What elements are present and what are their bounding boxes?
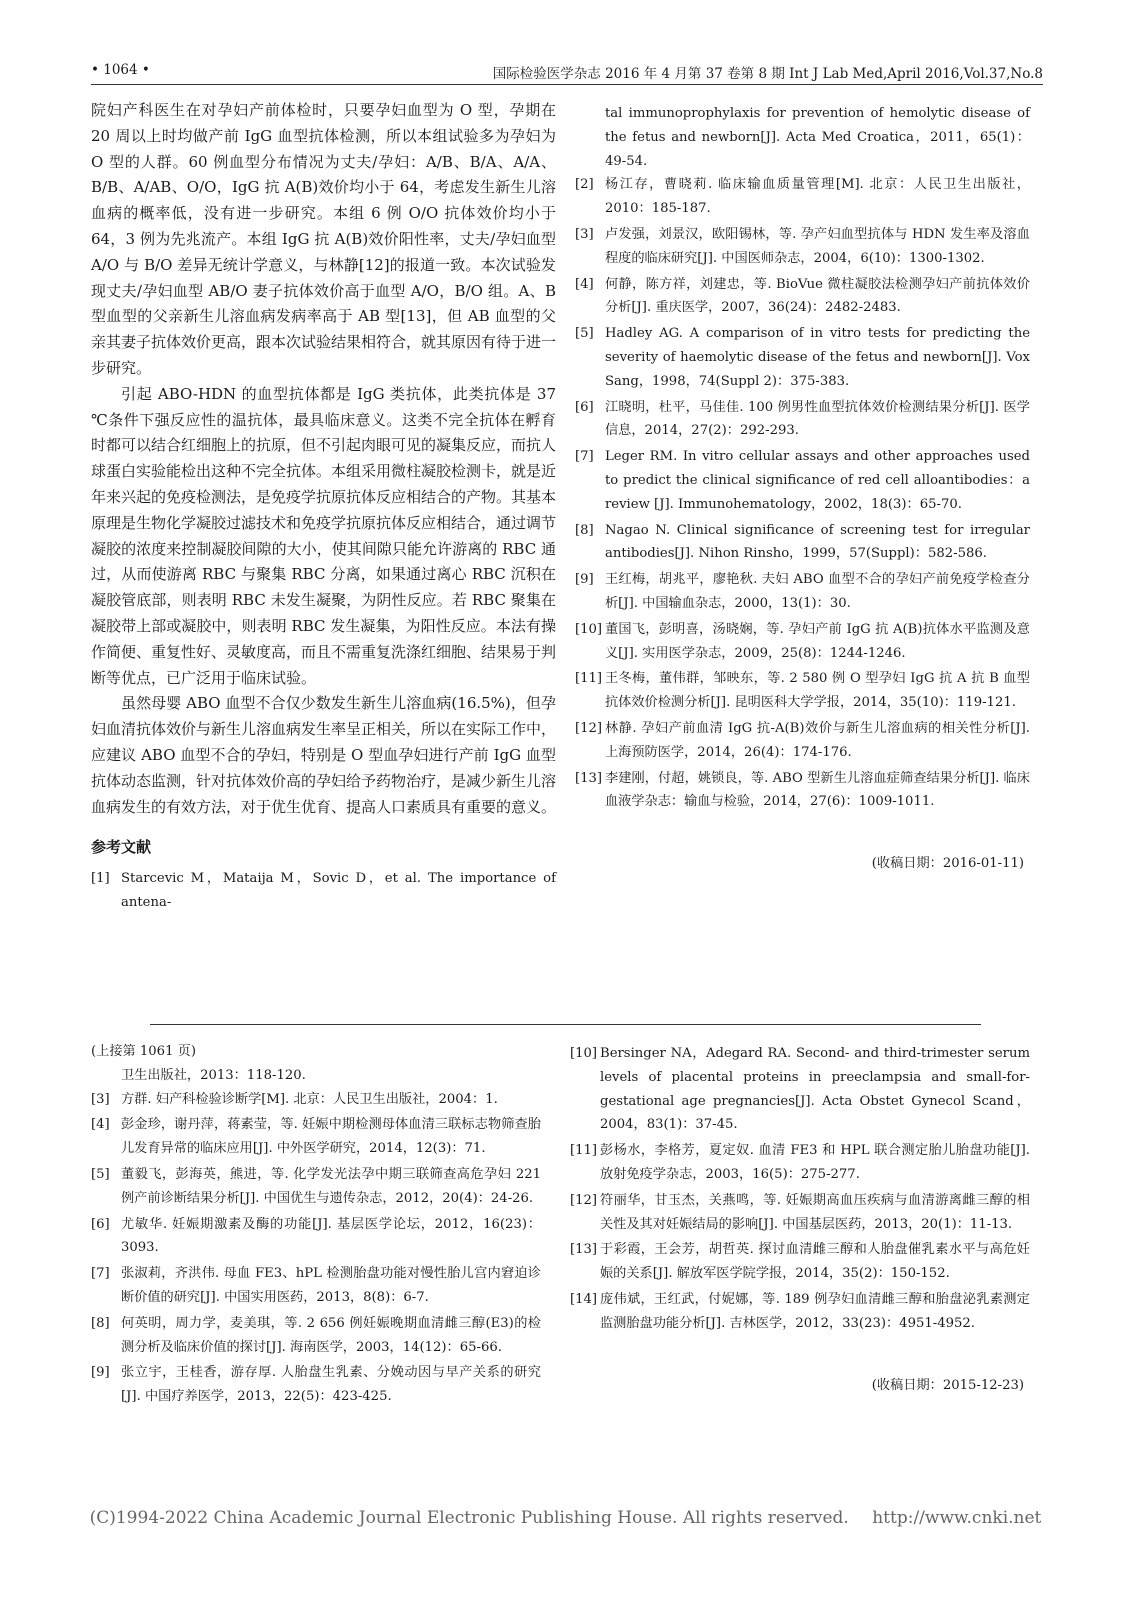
continued-references-right	[570, 1042, 1030, 1393]
body-paragraph-1: 院妇产科医生在对孕妇产前体检时，只要孕妇血型为 O 型，孕期在 20 周以上时均做产前 IgG 血型抗体检测，所以本组试验多为孕妇为 O 型的人群。60 例血型分布情况为丈夫/孕妇：A/B、B/A、A/A、B/B、A/AB、O/O，IgG 抗 A(B)效价均小于 64，考虑发生新生儿溶血病的概率低，没有进一步研究。本组 6 例 O/O 抗体效价均小于 64，3 例为先兆流产。本组 IgG 抗 A(B)效价阳性率，丈夫/孕妇血型 A/O 与 B/O 差异无统计学意义，与林静[12]的报道一致。本次试验发现丈夫/孕妇血型 AB/O 妻子抗体效价高于血型 A/O，B/O 组。A、B 型血型的父亲新生儿溶血病发病率高于 AB 型[13]，但 AB 血型的父亲其妻子抗体效价更高，跟本次试验结果相符合，就其原因有待于进一步研究。	[91, 101, 557, 377]
reference-item	[575, 445, 1030, 516]
reference-item	[575, 519, 1030, 567]
reference-text: 杨江存，曹晓莉. 临床输血质量管理[M]. 北京：人民卫生出版社，2010：185-187.	[605, 177, 1030, 217]
reference-text: 董毅飞，彭海英，熊进，等. 化学发光法孕中期三联筛查高危孕妇 221 例产前诊断结果分析[J]. 中国优生与遗传杂志，2012，20(4)：24-26.	[121, 1166, 541, 1206]
reference-text: Leger RM. In vitro cellular assays and other approaches used to predict the clinical significance of red cell alloantibodies：a review [J]. Immunohematology，2002，18(3)：65-70.	[605, 449, 1030, 512]
reference-number: [12]	[570, 1192, 598, 1208]
reference-text: 王红梅，胡兆平，廖艳秋. 夫妇 ABO 血型不合的孕妇产前免疫学检查分析[J]. 中国输血杂志，2000，13(1)：30.	[605, 572, 1030, 611]
reference-text: 庞伟斌，王红武，付妮娜，等. 189 例孕妇血清雌三醇和胎盘泌乳素测定监测胎盘功能分析[J]. 吉林医学，2012，33(23)：4951-4952.	[600, 1291, 1030, 1331]
reference-text: 张淑莉，齐洪伟. 母血 FE3、hPL 检测胎盘功能对慢性胎儿宫内窘迫诊断价值的研究[J]. 中国实用医药，2013，8(8)：6-7.	[121, 1266, 541, 1305]
reference-number: [6]	[575, 399, 594, 415]
page-number: • 1064 •	[91, 62, 150, 78]
continued-references-left	[91, 1040, 541, 1411]
reference-number: [4]	[575, 276, 594, 292]
reference-text: 卢发强，刘景汉，欧阳锡林，等. 孕产妇血型抗体与 HDN 发生率及溶血程度的临床研究[J]. 中国医师杂志，2004，6(10)：1300-1302.	[605, 226, 1030, 266]
reference-text: 于彩霞，王会芳，胡哲英. 探讨血清雌三醇和人胎盘催乳素水平与高危妊娠的关系[J]. 解放军医学院学报，2014，35(2)：150-152.	[600, 1242, 1030, 1282]
reference-number: [1]	[91, 871, 110, 887]
body-paragraph-2: 引起 ABO-HDN 的血型抗体都是 IgG 类抗体，此类抗体是 37 ℃条件下强反应性的温抗体，最具临床意义。这类不完全抗体在孵育时都可以结合红细胞上的抗原，但不引起肉眼可见的凝集反应，而抗人球蛋白实验能检出这种不完全抗体。本组采用微柱凝胶检测卡，就是近年来兴起的免疫检测法，是免疫学抗原抗体反应相结合的产物。其基本原理是生物化学凝胶过滤技术和免疫学抗原抗体反应相结合，通过调节凝胶的浓度来控制凝胶间隙的大小，使其间隙只能允许游离的 RBC 通过，从而使游离 RBC 与聚集 RBC 分离，如果通过离心 RBC 沉积在凝胶管底部，则表明 RBC 未发生凝聚，为阴性反应。若 RBC 聚集在凝胶带上部或凝胶中，则表明 RBC 发生凝集，为阳性反应。本法有操作简便、重复性好、灵敏度高，而且不需重复洗涤红细胞、结果易于判断等优点，已广泛用于临床试验。	[91, 384, 557, 687]
reference-number: [12]	[575, 720, 603, 736]
reference-text: 王冬梅，董伟群，邹映东，等. 2 580 例 O 型孕妇 IgG 抗 A 抗 B 血型抗体效价检测分析[J]. 昆明医科大学学报，2014，35(10)：119-121.	[605, 671, 1030, 711]
page-header	[91, 58, 1043, 85]
reference-item	[91, 1163, 541, 1211]
reference-item	[91, 1088, 541, 1112]
reference-item	[91, 1213, 541, 1261]
footer-url: http://www.cnki.net	[872, 1508, 1042, 1528]
reference-item	[575, 273, 1030, 321]
reference-number: [8]	[575, 522, 594, 538]
references-heading: 参考文献	[91, 838, 152, 857]
reference-number: [9]	[91, 1365, 110, 1381]
section-divider	[150, 1024, 981, 1025]
reference-number: [3]	[575, 226, 594, 242]
reference-text: 何英明，周力学，麦美琪，等. 2 656 例妊娠晚期血清雌三醇(E3)的检测分析及临床价值的探讨[J]. 海南医学，2003，14(12)：65-66.	[121, 1315, 541, 1355]
reference-text: Hadley AG. A comparison of in vitro tests for predicting the severity of haemolytic disease of the fetus and newborn[J]. Vox Sang，1998，74(Suppl 2)：375-383.	[605, 326, 1030, 389]
reference-text: Starcevic M，Mataija M，Sovic D，et al. The importance of antena-	[121, 871, 556, 911]
reference-text: 方群. 妇产科检验诊断学[M]. 北京：人民卫生出版社，2004：1.	[121, 1091, 498, 1107]
reference-text: 彭杨水，李格芳，夏定奴. 血清 FE3 和 HPL 联合测定胎儿胎盘功能[J]. 放射免疫学杂志，2003，16(5)：275-277.	[600, 1143, 1030, 1182]
reference-text: 李建刚，付超，姚锁良，等. ABO 型新生儿溶血症筛查结果分析[J]. 临床血液学杂志：输血与检验，2014，27(6)：1009-1011.	[605, 770, 1030, 810]
reference-list	[570, 1042, 1030, 1336]
reference-item	[575, 717, 1030, 765]
reference-item	[575, 667, 1030, 715]
reference-text: 尤敏华. 妊娠期激素及酶的功能[J]. 基层医学论坛，2012，16(23)：3093.	[121, 1216, 541, 1256]
copyright-footer	[0, 1508, 1131, 1528]
main-text-left-column	[91, 98, 556, 917]
reference-number: [3]	[91, 1091, 110, 1107]
reference-item	[570, 1288, 1030, 1336]
journal-header: 国际检验医学杂志 2016 年 4 月第 37 卷第 8 期 Int J Lab Med,April 2016,Vol.37,No.8	[492, 66, 1043, 82]
reference-item	[91, 867, 556, 915]
reference-text: 彭金珍，谢丹萍，蒋素莹，等. 妊娠中期检测母体血清三联标志物筛查胎儿发育异常的临床应用[J]. 中外医学研究，2014，12(3)：71.	[121, 1117, 541, 1157]
reference-number: [13]	[570, 1242, 598, 1258]
reference-list	[91, 1088, 541, 1409]
continued-from-note: (上接第 1061 页)	[91, 1044, 196, 1059]
reference-item	[91, 1262, 541, 1310]
reference-item	[570, 1042, 1030, 1137]
reference-number: [11]	[575, 671, 603, 687]
reference-number: [7]	[575, 449, 594, 465]
reference-number: [2]	[575, 177, 594, 193]
reference-item	[91, 1113, 541, 1161]
reference-number: [4]	[91, 1117, 110, 1133]
reference-text: Nagao N. Clinical significance of screening test for irregular antibodies[J]. Nihon Rinsho，1999，57(Suppl)：582-586.	[605, 522, 1030, 562]
reference-text: Bersinger NA，Adegard RA. Second- and third-trimester serum levels of placental proteins in preeclampsia and small-for-gestational age pregnancies[J]. Acta Obstet Gynecol Scand，2004，83(1)：37-45.	[600, 1046, 1030, 1133]
reference-number: [8]	[91, 1315, 110, 1331]
reference-list	[575, 173, 1030, 814]
reference-text: 何静，陈方祥，刘建忠，等. BioVue 微柱凝胶法检测孕妇产前抗体效价分析[J]. 重庆医学，2007，36(24)：2482-2483.	[605, 276, 1030, 316]
reference-number: [13]	[575, 770, 603, 786]
reference-text: 江晓明，杜平，马佳佳. 100 例男性血型抗体效价检测结果分析[J]. 医学信息，2014，27(2)：292-293.	[605, 399, 1030, 439]
reference-text: 张立宇，王桂香，游存厚. 人胎盘生乳素、分娩动因与早产关系的研究[J]. 中国疗养医学，2013，22(5)：423-425.	[121, 1365, 541, 1405]
body-paragraph-3: 虽然母婴 ABO 血型不合仅少数发生新生儿溶血病(16.5%)，但孕妇血清抗体效价与新生儿溶血病发生率呈正相关，所以在实际工作中，应建议 ABO 血型不合的孕妇，特别是 O 型血孕妇进行产前 IgG 血型抗体动态监测，针对抗体效价高的孕妇给予药物治疗，是减少新生儿溶血病发生的有效方法，对于优生优育、提高人口素质具有重要的意义。	[91, 694, 557, 816]
reference-number: [11]	[570, 1143, 598, 1159]
reference-number: [9]	[575, 572, 594, 588]
reference-text: 董国飞，彭明喜，汤晓娴，等. 孕妇产前 IgG 抗 A(B)抗体水平监测及意义[J]. 实用医学杂志，2009，25(8)：1244-1246.	[605, 621, 1030, 661]
reference-item	[575, 767, 1030, 815]
reference-item	[575, 223, 1030, 271]
reference-item	[575, 322, 1030, 393]
reference-number: [7]	[91, 1266, 110, 1282]
reference-number: [6]	[91, 1216, 110, 1232]
reference-number: [14]	[570, 1291, 598, 1307]
reference-item	[575, 568, 1030, 616]
reference-item	[570, 1139, 1030, 1187]
reference-number: [10]	[575, 621, 603, 637]
reference-item	[575, 618, 1030, 666]
reference-number: [10]	[570, 1046, 598, 1061]
reference-item	[91, 1312, 541, 1360]
copyright-text: (C)1994-2022 China Academic Journal Electronic Publishing House. All rights reserved.	[89, 1508, 849, 1528]
reference-number: [5]	[91, 1166, 110, 1182]
received-date: (收稿日期：2015-12-23)	[871, 1377, 1024, 1393]
reference-text: 林静. 孕妇产前血清 IgG 抗-A(B)效价与新生儿溶血病的相关性分析[J]. 上海预防医学，2014，26(4)：174-176.	[605, 720, 1030, 760]
reference-continuation: tal immunoprophylaxis for prevention of hemolytic disease of the fetus and newborn[J]. Acta Med Croatica，2011，65(1)：49-54.	[605, 106, 1030, 169]
reference-item	[575, 173, 1030, 221]
reference-item	[570, 1238, 1030, 1286]
reference-number: [5]	[575, 326, 594, 342]
reference-item	[91, 1361, 541, 1409]
reference-text: 符丽华，甘玉杰，关燕鸣，等. 妊娠期高血压疾病与血清游离雌三醇的相关性及其对妊娠结局的影响[J]. 中国基层医药，2013，20(1)：11-13.	[600, 1192, 1030, 1232]
reference-item	[570, 1189, 1030, 1237]
reference-continuation: 卫生出版社，2013：118-120.	[121, 1067, 306, 1083]
reference-item	[575, 396, 1030, 444]
references-right-column	[575, 102, 1030, 871]
received-date: (收稿日期：2016-01-11)	[871, 856, 1024, 872]
